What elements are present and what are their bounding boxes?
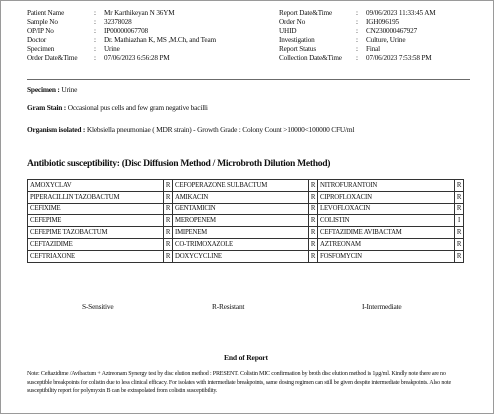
susceptibility-result: R bbox=[309, 180, 318, 192]
order-no-value: IGH096195 bbox=[366, 18, 399, 26]
report-datetime-label: Report Date&Time bbox=[279, 9, 333, 17]
susceptibility-result: R bbox=[309, 191, 318, 203]
antibiotic-name: NITROFURANTOIN bbox=[318, 180, 455, 192]
legend-resistant: R-Resistant bbox=[212, 302, 245, 311]
organism-line bbox=[27, 125, 354, 134]
antibiotic-row bbox=[28, 180, 464, 192]
antibiotic-susceptibility-table bbox=[27, 179, 464, 263]
antibiotic-row bbox=[28, 227, 464, 239]
order-no-label: Order No bbox=[279, 18, 306, 26]
antibiotic-name: AMOXYCLAV bbox=[28, 180, 164, 192]
susceptibility-result: R bbox=[164, 191, 173, 203]
antibiotic-name: CEFTAZIDIME bbox=[28, 238, 164, 250]
susceptibility-result: R bbox=[455, 203, 464, 215]
antibiotic-name: MEROPENEM bbox=[173, 215, 309, 227]
susceptibility-result: R bbox=[164, 227, 173, 239]
investigation-value: Culture, Urine bbox=[366, 36, 406, 44]
header-right-values bbox=[366, 9, 436, 63]
report-note: Note: Ceftazidime /Avibactum + Aztreonam Synergy test by disc elution method : PRESENT. Colistin MIC confirmation by broth disc elution method is 1μg/ml. Kindly note there are no susceptible breakpoints for colistin due to less clinical efficacy. For isolates with intermediate breakpoints, same dosing regimen can still be given despite intermediate breakpoints. Also note susceptibility report for polymyxin B can be extrapolated from colistin susceptibility. bbox=[27, 371, 452, 395]
end-of-report: End of Report bbox=[224, 353, 268, 362]
susceptibility-result: R bbox=[309, 203, 318, 215]
report-datetime-value: 09/06/2023 11:33:45 AM bbox=[366, 9, 436, 17]
susceptibility-result: R bbox=[455, 227, 464, 239]
susceptibility-result: R bbox=[455, 191, 464, 203]
opip-no-label: OP/IP No bbox=[27, 27, 54, 35]
antibiotic-name: GENTAMICIN bbox=[173, 203, 309, 215]
susceptibility-result: I bbox=[455, 215, 464, 227]
report-status-label: Report Status bbox=[279, 45, 316, 53]
patient-name-value: Mr Karthikeyan N 36YM bbox=[104, 9, 175, 17]
legend-sensitive: S-Sensitive bbox=[82, 302, 114, 311]
antibiotic-name: IMIPENEM bbox=[173, 227, 309, 239]
header-right-colons: : : : : : : bbox=[356, 9, 358, 62]
antibiotic-name: CEFTAZIDIME AVIBACTAM bbox=[318, 227, 455, 239]
header-left-colons: : : : : : : bbox=[94, 9, 96, 62]
antibiotic-name: CEFTRIAXONE bbox=[28, 250, 164, 262]
antibiotic-row bbox=[28, 238, 464, 250]
antibiotic-name: AMIKACIN bbox=[173, 191, 309, 203]
sample-no-label: Sample No bbox=[27, 18, 58, 26]
susceptibility-result: R bbox=[164, 215, 173, 227]
antibiotic-name: CEFEPIME TAZOBACTUM bbox=[28, 227, 164, 239]
organism-label: Organism isolated : bbox=[27, 125, 86, 134]
antibiotic-name: CEFOPERAZONE SULBACTUM bbox=[173, 180, 309, 192]
antibiotic-section-title: Antibiotic susceptibility: (Disc Diffusion Method / Microbroth Dilution Method) bbox=[27, 158, 331, 169]
gram-stain-label: Gram Stain : bbox=[27, 103, 67, 112]
uhid-value: CN230000467927 bbox=[366, 27, 418, 35]
report-status-value: Final bbox=[366, 45, 381, 53]
order-datetime-label: Order Date&Time bbox=[27, 54, 78, 62]
gram-stain-value: Occasional pus cells and few gram negative bacilli bbox=[67, 103, 208, 112]
header-right-labels bbox=[279, 9, 342, 63]
antibiotic-name: CIPROFLOXACIN bbox=[318, 191, 455, 203]
header-left-labels bbox=[27, 9, 77, 63]
uhid-label: UHID bbox=[279, 27, 297, 35]
antibiotic-name: LEVOFLOXACIN bbox=[318, 203, 455, 215]
specimen-line bbox=[27, 85, 77, 94]
order-datetime-value: 07/06/2023 6:56:28 PM bbox=[104, 54, 170, 62]
legend-intermediate: I-Intermediate bbox=[362, 302, 402, 311]
specimen-finding-value: Urine bbox=[61, 85, 78, 94]
antibiotic-row bbox=[28, 250, 464, 262]
antibiotic-name: CEFEPIME bbox=[28, 215, 164, 227]
header-divider bbox=[27, 79, 470, 80]
antibiotic-name: CO-TRIMOXAZOLE bbox=[173, 238, 309, 250]
antibiotic-row bbox=[28, 203, 464, 215]
susceptibility-result: R bbox=[309, 215, 318, 227]
specimen-value: Urine bbox=[104, 45, 120, 53]
antibiotic-name: FOSFOMYCIN bbox=[318, 250, 455, 262]
antibiotic-name: COLISTIN bbox=[318, 215, 455, 227]
investigation-label: Investigation bbox=[279, 36, 315, 44]
susceptibility-result: R bbox=[164, 250, 173, 262]
susceptibility-result: R bbox=[164, 180, 173, 192]
susceptibility-result: R bbox=[164, 203, 173, 215]
doctor-value: Dr. Mathiazhan K, MS ,M.Ch, and Team bbox=[104, 36, 216, 44]
susceptibility-result: R bbox=[309, 250, 318, 262]
susceptibility-result: R bbox=[455, 238, 464, 250]
specimen-label: Specimen bbox=[27, 45, 55, 53]
antibiotic-name: AZTREONAM bbox=[318, 238, 455, 250]
susceptibility-result: R bbox=[164, 238, 173, 250]
antibiotic-row bbox=[28, 191, 464, 203]
sample-no-value: 32378028 bbox=[104, 18, 132, 26]
opip-no-value: IP00000067708 bbox=[104, 27, 148, 35]
antibiotic-row bbox=[28, 215, 464, 227]
specimen-finding-label: Specimen : bbox=[27, 85, 60, 94]
gram-stain-line bbox=[27, 103, 208, 112]
collection-datetime-value: 07/06/2023 7:53:58 PM bbox=[366, 54, 432, 62]
collection-datetime-label: Collection Date&Time bbox=[279, 54, 342, 62]
antibiotic-name: DOXYCYCLINE bbox=[173, 250, 309, 262]
susceptibility-result: R bbox=[309, 238, 318, 250]
susceptibility-result: R bbox=[309, 227, 318, 239]
patient-name-label: Patient Name bbox=[27, 9, 65, 17]
susceptibility-result: R bbox=[455, 180, 464, 192]
susceptibility-result: R bbox=[455, 250, 464, 262]
antibiotic-name: CEFIXIME bbox=[28, 203, 164, 215]
doctor-label: Doctor bbox=[27, 36, 47, 44]
organism-value: Klebsiella pneumoniae ( MDR strain) - Growth Grade : Colony Count >10000<100000 CFU/ml bbox=[86, 125, 355, 134]
header-left-values bbox=[104, 9, 216, 63]
antibiotic-name: PIPERACILLIN TAZOBACTUM bbox=[28, 191, 164, 203]
